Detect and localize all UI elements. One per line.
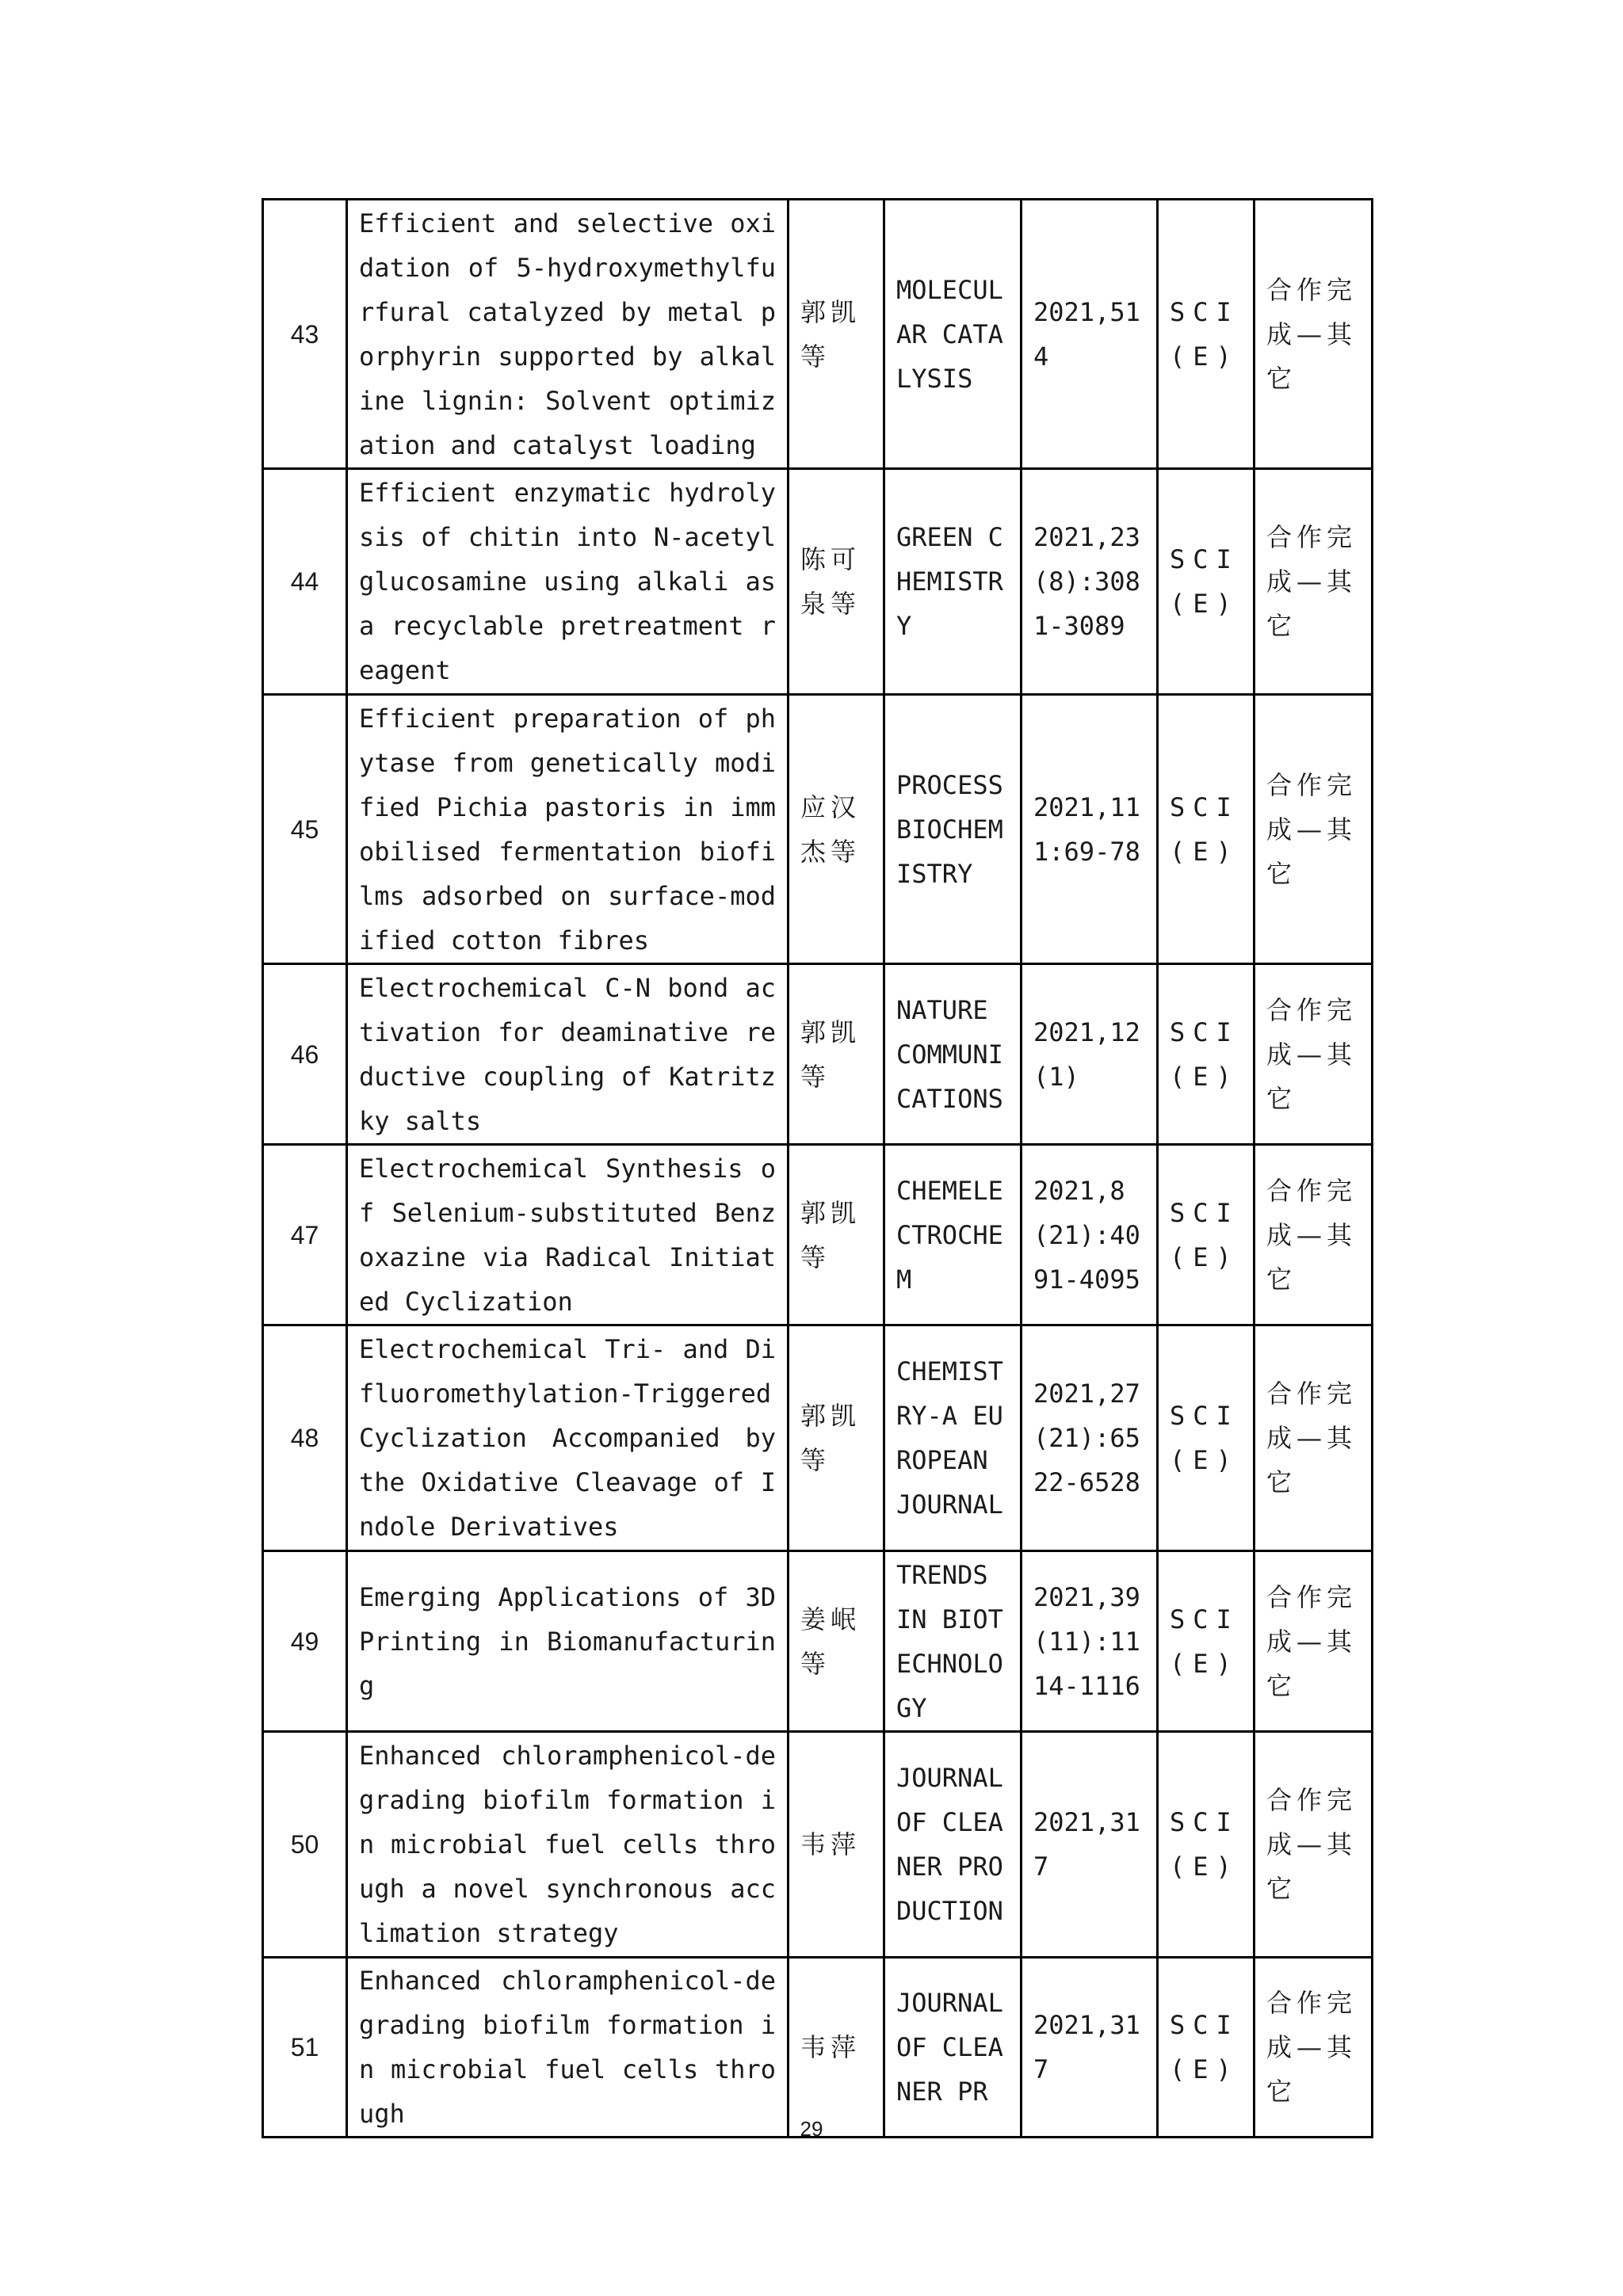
index-type: [1158, 964, 1254, 1145]
paper-title: Enhanced chloramphenicol-degrading biofilm formation in microbial fuel cells through a novel synchronous acclimation strategy: [347, 1732, 789, 1958]
volume-pages: 2021,111:69-78: [1022, 695, 1158, 964]
journal: GREEN CHEMISTRY: [884, 469, 1022, 695]
index-name: SCI: [1170, 544, 1239, 574]
completion-type: 合作完成—其它: [1254, 1551, 1373, 1732]
index-name: SCI: [1170, 1016, 1239, 1047]
table-row: [263, 964, 1373, 1145]
index-qualifier: (E): [1170, 2054, 1239, 2084]
row-number: 51: [263, 1958, 347, 2138]
paper-title: Efficient preparation of phytase from genetically modified Pichia pastoris in immobilised fermentation biofilms adsorbed on surface-modified cotton fibres: [347, 695, 789, 964]
index-name: SCI: [1170, 1197, 1239, 1228]
paper-title: Enhanced chloramphenicol-degrading biofilm formation in microbial fuel cells through: [347, 1958, 789, 2138]
volume-pages: 2021,8(21):4091-4095: [1022, 1145, 1158, 1325]
volume-pages: 2021,39(11):1114-1116: [1022, 1551, 1158, 1732]
completion-type: 合作完成—其它: [1254, 469, 1373, 695]
table-row: [263, 1325, 1373, 1551]
index-name: SCI: [1170, 296, 1239, 327]
table-row: [263, 695, 1373, 964]
row-number: 50: [263, 1732, 347, 1958]
index-qualifier: (E): [1170, 836, 1239, 867]
index-type: [1158, 469, 1254, 695]
completion-type: 合作完成—其它: [1254, 1325, 1373, 1551]
paper-title: Electrochemical Tri- and Difluoromethylation-Triggered Cyclization Accompanied by the Oxidative Cleavage of Indole Derivatives: [347, 1325, 789, 1551]
completion-type: 合作完成—其它: [1254, 1958, 1373, 2138]
row-number: 47: [263, 1145, 347, 1325]
index-name: SCI: [1170, 1401, 1239, 1431]
completion-type: 合作完成—其它: [1254, 695, 1373, 964]
paper-title: Efficient enzymatic hydrolysis of chitin into N-acetyl glucosamine using alkali as a recyclable pretreatment reagent: [347, 469, 789, 695]
index-type: [1158, 1551, 1254, 1732]
author: 郭凯等: [789, 1325, 884, 1551]
row-number: 44: [263, 469, 347, 695]
table-row: [263, 1958, 1373, 2138]
index-type: [1158, 200, 1254, 469]
paper-title: Electrochemical Synthesis of Selenium-substituted Benzoxazine via Radical Initiated Cyclization: [347, 1145, 789, 1325]
index-qualifier: (E): [1170, 1648, 1239, 1679]
completion-type: 合作完成—其它: [1254, 200, 1373, 469]
row-number: 46: [263, 964, 347, 1145]
journal: JOURNAL OF CLEANER PRODUCTION: [884, 1732, 1022, 1958]
publication-table: [262, 198, 1373, 2138]
author: 郭凯等: [789, 200, 884, 469]
journal: CHEMELECTROCHEM: [884, 1145, 1022, 1325]
table-row: [263, 200, 1373, 469]
volume-pages: 2021,514: [1022, 200, 1158, 469]
table-row: [263, 1732, 1373, 1958]
index-name: SCI: [1170, 1807, 1239, 1837]
paper-title: Emerging Applications of 3D Printing in Biomanufacturing: [347, 1551, 789, 1732]
volume-pages: 2021,23(8):3081-3089: [1022, 469, 1158, 695]
index-type: [1158, 1732, 1254, 1958]
index-qualifier: (E): [1170, 1852, 1239, 1882]
index-name: SCI: [1170, 791, 1239, 822]
volume-pages: 2021,27(21):6522-6528: [1022, 1325, 1158, 1551]
index-name: SCI: [1170, 2010, 1239, 2040]
completion-type: 合作完成—其它: [1254, 1145, 1373, 1325]
journal: CHEMISTRY-A EUROPEAN JOURNAL: [884, 1325, 1022, 1551]
index-qualifier: (E): [1170, 1061, 1239, 1092]
row-number: 49: [263, 1551, 347, 1732]
author: 应汉杰等: [789, 695, 884, 964]
journal: MOLECULAR CATALYSIS: [884, 200, 1022, 469]
index-qualifier: (E): [1170, 341, 1239, 372]
paper-title: Electrochemical C-N bond activation for deaminative reductive coupling of Katritzky salts: [347, 964, 789, 1145]
completion-type: 合作完成—其它: [1254, 1732, 1373, 1958]
journal: TRENDS IN BIOTECHNOLOGY: [884, 1551, 1022, 1732]
index-type: [1158, 1145, 1254, 1325]
journal: JOURNAL OF CLEANER PR: [884, 1958, 1022, 2138]
journal: NATURE COMMUNICATIONS: [884, 964, 1022, 1145]
author: 姜岷等: [789, 1551, 884, 1732]
page-number: 29: [800, 2117, 823, 2141]
volume-pages: 2021,317: [1022, 1732, 1158, 1958]
author: 韦萍: [789, 1958, 884, 2138]
journal: PROCESS BIOCHEMISTRY: [884, 695, 1022, 964]
author: 陈可泉等: [789, 469, 884, 695]
row-number: 43: [263, 200, 347, 469]
index-name: SCI: [1170, 1604, 1239, 1634]
row-number: 45: [263, 695, 347, 964]
author: 郭凯等: [789, 1145, 884, 1325]
table-row: [263, 1145, 1373, 1325]
paper-title: Efficient and selective oxidation of 5-hydroxymethylfurfural catalyzed by metal porphyrin supported by alkaline lignin: Solvent optimization and catalyst loading: [347, 200, 789, 469]
table-row: [263, 469, 1373, 695]
index-qualifier: (E): [1170, 1445, 1239, 1475]
index-qualifier: (E): [1170, 1241, 1239, 1272]
row-number: 48: [263, 1325, 347, 1551]
index-qualifier: (E): [1170, 589, 1239, 619]
volume-pages: 2021,317: [1022, 1958, 1158, 2138]
table-row: [263, 1551, 1373, 1732]
volume-pages: 2021,12(1): [1022, 964, 1158, 1145]
author: 郭凯等: [789, 964, 884, 1145]
index-type: [1158, 1325, 1254, 1551]
author: 韦萍: [789, 1732, 884, 1958]
completion-type: 合作完成—其它: [1254, 964, 1373, 1145]
index-type: [1158, 695, 1254, 964]
index-type: [1158, 1958, 1254, 2138]
